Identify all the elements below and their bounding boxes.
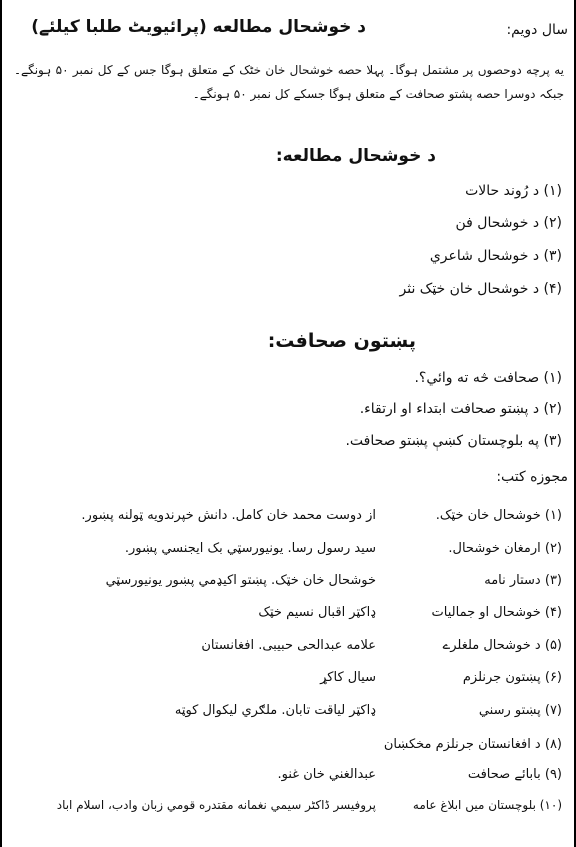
khushal-topic-1: (۱) د رُوند حالات xyxy=(465,183,562,199)
book-author: از دوست محمد خان کامل. دانش خپرندويه ټولنه پښور. xyxy=(81,508,376,523)
book-title: (۲) ارمغان خوشحال. xyxy=(448,541,562,556)
book-author: ډاکټر لياقت تابان. ملګري ليکوال کوټه xyxy=(174,703,376,718)
book-title: (۱) خوشحال خان خټک. xyxy=(435,508,562,523)
book-title: (۱۰) بلوچستان ميں ابلاغ عامه xyxy=(412,798,562,812)
book-title: (۷) پښتو رسني xyxy=(478,703,562,718)
recommended-books-label: مجوزه کتب: xyxy=(496,469,568,485)
khushal-topic-4: (۴) د خوشحال خان خټک نثر xyxy=(399,281,562,297)
page-title: د خوشحال مطالعه (پرائيويٹ طلبا کيلئے) xyxy=(31,17,366,37)
book-author: علامه عبدالحی حبيبی. افغانستان xyxy=(201,638,376,653)
page-border-left xyxy=(0,0,2,847)
book-author: پروفيسر ڈاکٹر سيمي نغمانه مقتدره قومي زبان وادب، اسلام اباد xyxy=(56,798,376,812)
book-title: (۹) بابائے صحافت xyxy=(467,767,562,782)
book-title: (۵) د خوشحال ملغلرے xyxy=(442,638,562,653)
journalism-topic-2: (۲) د پښتو صحافت ابتداء او ارتقاء. xyxy=(359,401,562,417)
intro-paragraph: يه پرچه دوحصوں پر مشتمل ہوگا۔ پہلا حصه خوشحال خان خٹک کے متعلق ہوگا جس کے کل نمبر ۵۰ ہونگے۔ جبکہ دوسرا حصه پشتو صحافت کے متعلق ہوگا جسکے کل نمبر ۵۰ ہونگے۔ xyxy=(14,63,564,101)
book-title: (۶) پښتون جرنلزم xyxy=(462,670,562,685)
khushal-topic-3: (۳) د خوشحال شاعري xyxy=(429,248,562,264)
journalism-topic-1: (۱) صحافت څه ته وائي؟. xyxy=(414,370,562,386)
book-author: عبدالغني خان غنو. xyxy=(277,767,376,782)
khushal-topic-2: (۲) د خوشحال فن xyxy=(455,215,562,231)
section-journalism-title: پښتون صحافت: xyxy=(267,330,416,352)
journalism-topic-3: (۳) په بلوچستان کښې پښتو صحافت. xyxy=(345,433,562,449)
book-title: (۳) دستار نامه xyxy=(484,573,562,588)
book-author: ډاکټر اقبال نسيم خټک xyxy=(258,605,376,620)
book-author: سيد رسول رسا. يونيورسټي بک ايجنسي پښور. xyxy=(124,541,376,556)
book-title: (۴) خوشحال او جماليات xyxy=(431,605,562,620)
year-label: سال دويم: xyxy=(506,22,568,38)
section-khushal-title: د خوشحال مطالعه: xyxy=(275,146,436,166)
book-author: سيال کاکړ xyxy=(320,670,376,685)
book-author: خوشحال خان خټک. پښتو اکيډمي پښور يونيورسټي xyxy=(105,573,376,588)
book-title: (۸) د افغانستان جرنلزم مخکښان xyxy=(383,737,562,752)
